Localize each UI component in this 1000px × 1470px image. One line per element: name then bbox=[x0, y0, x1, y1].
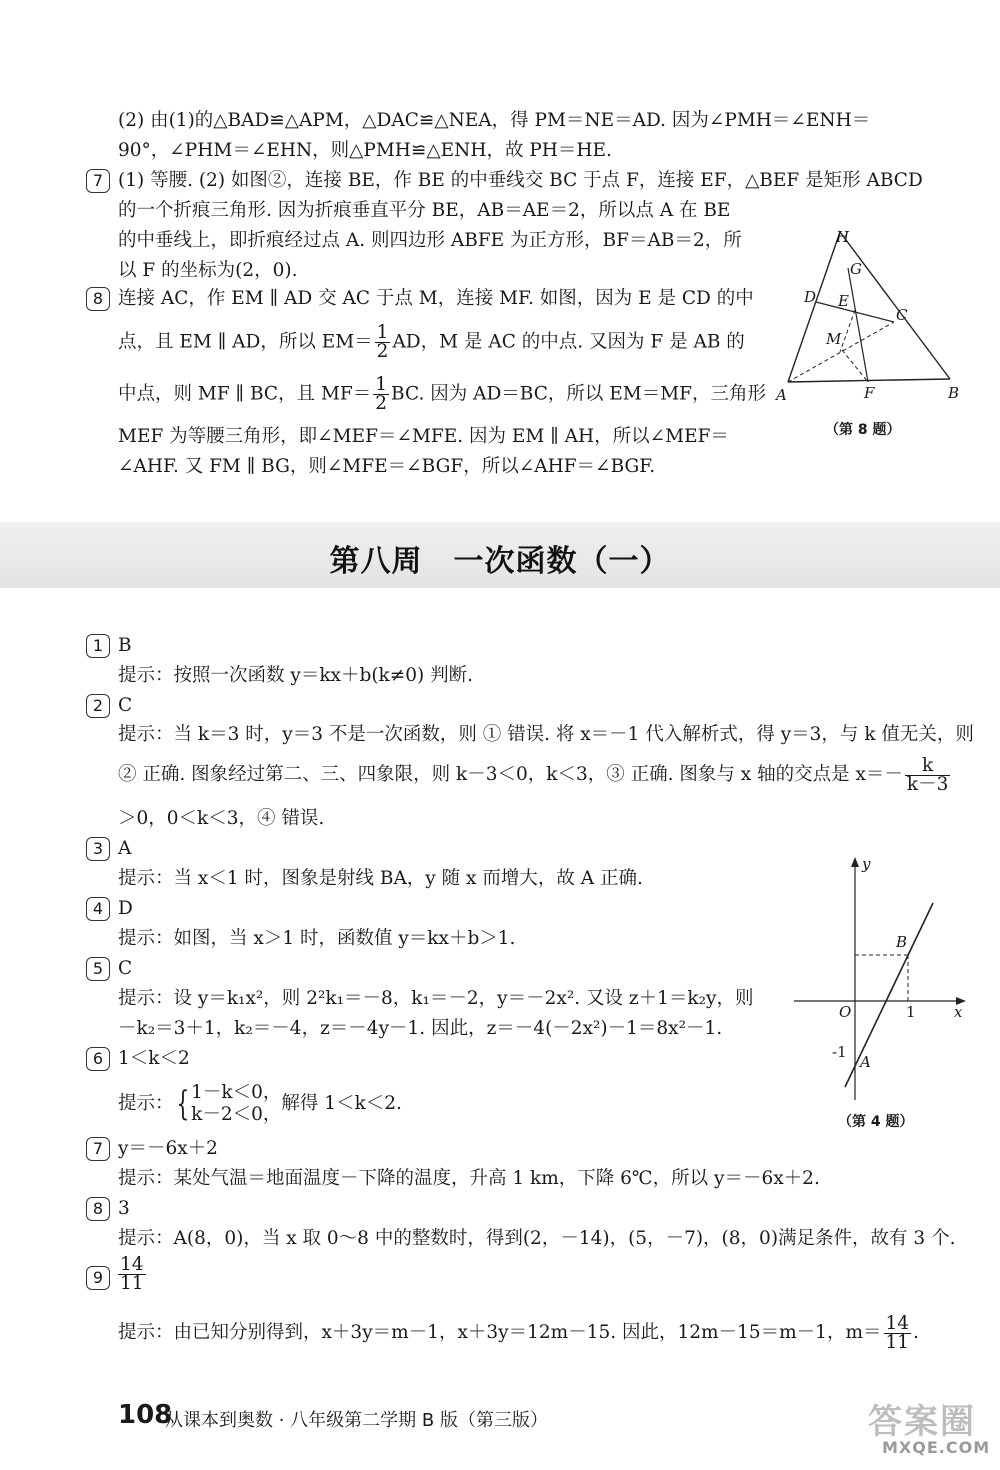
fraction bbox=[884, 1312, 912, 1353]
hint-text: 提示：按照一次函数 y＝kx＋b(k≠0) 判断. bbox=[118, 665, 473, 686]
point-label: A bbox=[860, 1053, 871, 1071]
fraction-denominator: 2 bbox=[376, 341, 389, 362]
answer: C bbox=[118, 958, 133, 979]
vertex-label: F bbox=[864, 384, 875, 402]
vertex-label: M bbox=[826, 330, 842, 348]
answer: y＝－6x＋2 bbox=[118, 1138, 218, 1159]
figure-caption: （第 4 题） bbox=[838, 1114, 914, 1130]
hint-text: 提示：某处气温＝地面温度－下降的温度，升高 1 km，下降 6℃，所以 y＝－6x＋2. bbox=[118, 1168, 820, 1189]
equation-system bbox=[191, 1082, 281, 1126]
function-line bbox=[845, 903, 933, 1087]
vertex-label: C bbox=[896, 306, 908, 324]
vertex-label: B bbox=[948, 384, 960, 402]
answer: 1＜k＜2 bbox=[118, 1048, 190, 1069]
section-title: 第八周 一次函数（一） bbox=[329, 544, 671, 579]
question-number: 2 bbox=[86, 694, 110, 718]
fraction-numerator: k bbox=[905, 757, 950, 776]
fraction-denominator: 11 bbox=[885, 1331, 910, 1353]
hint-text bbox=[118, 756, 952, 794]
fraction-denominator: 2 bbox=[375, 393, 388, 414]
text-segment: 解得 1＜k＜2. bbox=[281, 1093, 402, 1114]
figure-line bbox=[842, 350, 868, 382]
hint-text: －k₂＝3＋1，k₂＝－4，z＝－4y－1. 因此，z＝－4(－2x²)－1＝8x²－1. bbox=[118, 1018, 723, 1039]
text-segment: 中点，则 MF ∥ BC，且 MF＝ bbox=[118, 383, 372, 405]
text-line: (1) 等腰. (2) 如图②，连接 BE，作 BE 的中垂线交 BC 于点 F，连接 EF，△BEF 是矩形 ABCD bbox=[118, 170, 923, 191]
text-line: 连接 AC，作 EM ∥ AD 交 AC 于点 M，连接 MF. 如图，因为 E 是 CD 的中 bbox=[118, 288, 754, 309]
hint-text: 提示：当 x＜1 时，图象是射线 BA，y 随 x 而增大，故 A 正确. bbox=[118, 868, 643, 889]
text-line: (2) 由(1)的△BAD≌△APM，△DAC≌△NEA，得 PM＝NE＝AD. 因为∠PMH＝∠ENH＝ bbox=[118, 110, 871, 131]
text-segment: 提示：由已知分别得到，x＋3y＝m－1，x＋3y＝12m－15. 因此，12m－15＝m－1，m＝ bbox=[118, 1322, 882, 1343]
page-number: 108 bbox=[118, 1400, 173, 1430]
fraction-numerator: 1 bbox=[376, 322, 389, 343]
answer: 3 bbox=[118, 1198, 130, 1219]
text-line: ∠AHF. 又 FM ∥ BG，则∠MFE＝∠BGF，所以∠AHF＝∠BGF. bbox=[118, 456, 656, 477]
text-segment: 点，且 EM ∥ AD，所以 EM＝ bbox=[118, 331, 373, 353]
text-segment: AD，M 是 AC 的中点. 又因为 F 是 AB 的 bbox=[392, 331, 745, 353]
vertex-label: A bbox=[776, 386, 787, 404]
question-number: 5 bbox=[86, 957, 110, 981]
axis-label: x bbox=[954, 1003, 963, 1021]
vertex-label: G bbox=[850, 260, 862, 278]
text-segment: . bbox=[913, 1322, 919, 1343]
watermark-logo: 答案圈 bbox=[868, 1402, 976, 1442]
question-number: 6 bbox=[86, 1047, 110, 1071]
answer: A bbox=[118, 838, 132, 859]
text-segment: BC. 因为 AD＝BC，所以 EM＝MF，三角形 bbox=[391, 383, 766, 405]
fraction bbox=[905, 754, 950, 795]
origin-label: O bbox=[839, 1003, 852, 1021]
question-number: 7 bbox=[86, 169, 110, 193]
fraction-denominator: 11 bbox=[120, 1273, 144, 1294]
fraction bbox=[373, 376, 389, 413]
tick-label: 1 bbox=[906, 1003, 916, 1021]
figure-line bbox=[840, 310, 855, 352]
text-line: 以 F 的坐标为(2，0). bbox=[118, 260, 298, 281]
fraction-numerator: 14 bbox=[885, 1312, 910, 1334]
hint-text: 提示：A(8，0)，当 x 取 0～8 中的整数时，得到(2，－14)，(5，－7)，(8，0)满足条件，故有 3 个. bbox=[118, 1228, 956, 1249]
fraction-numerator: 1 bbox=[375, 374, 388, 395]
question-number: 4 bbox=[86, 897, 110, 921]
figure-line bbox=[788, 232, 950, 382]
figure-caption: （第 8 题） bbox=[825, 422, 901, 438]
fraction bbox=[375, 324, 391, 361]
triangle-figure bbox=[770, 222, 970, 412]
hint-text: 提示：设 y＝k₁x²，则 2²k₁＝－8，k₁＝－2，y＝－2x². 又设 z＋1＝k₂y，则 bbox=[118, 988, 754, 1009]
brace: { bbox=[175, 1084, 189, 1124]
answer: C bbox=[118, 695, 133, 716]
question-number: 1 bbox=[86, 634, 110, 658]
vertex-label: D bbox=[804, 288, 817, 306]
text-line: 90°，∠PHM＝∠EHN，则△PMH≌△ENH，故 PH＝HE. bbox=[118, 140, 612, 161]
hint-text: ＞0，0＜k＜3，④ 错误. bbox=[118, 808, 325, 829]
tick-label: -1 bbox=[832, 1043, 847, 1061]
text-line: 的一个折痕三角形. 因为折痕垂直平分 BE，AB＝AE＝2，所以点 A 在 BE bbox=[118, 200, 731, 221]
text-segment: ② 正确. 图象经过第二、三、四象限，则 k－3＜0，k＜3，③ 正确. 图象与 x 轴的交点是 x＝－ bbox=[118, 764, 903, 785]
figure-line bbox=[848, 268, 868, 382]
question-number: 9 bbox=[86, 1266, 110, 1290]
text-line: 的中垂线上，即折痕经过点 A. 则四边形 ABFE 为正方形，BF＝AB＝2，所 bbox=[118, 230, 742, 251]
fraction-numerator: 14 bbox=[120, 1254, 144, 1275]
text-line bbox=[118, 324, 745, 361]
figure-line bbox=[788, 379, 950, 382]
point-label: B bbox=[896, 933, 908, 951]
hint-text bbox=[118, 1314, 919, 1352]
answer: B bbox=[118, 635, 132, 656]
axis-label: y bbox=[862, 855, 871, 873]
watermark bbox=[860, 1390, 991, 1460]
hint-text: 提示：如图，当 x＞1 时，函数值 y＝kx＋b＞1. bbox=[118, 928, 516, 949]
fraction-denominator: k－3 bbox=[906, 773, 949, 795]
vertex-label: E bbox=[838, 292, 849, 310]
book-title: 从课本到奥数 · 八年级第二学期 B 版（第三版） bbox=[165, 1410, 548, 1431]
watermark-url: MXQE.COM bbox=[882, 1438, 991, 1457]
text-line bbox=[118, 376, 766, 413]
system-row: k－2＜0， bbox=[191, 1104, 282, 1125]
hint-text bbox=[118, 1082, 402, 1126]
text-segment: 提示： bbox=[118, 1093, 174, 1114]
function-graph bbox=[790, 855, 970, 1105]
question-number: 7 bbox=[86, 1137, 110, 1161]
question-number: 8 bbox=[86, 287, 110, 311]
arrow-icon bbox=[851, 857, 859, 867]
text-line: MEF 为等腰三角形，即∠MEF＝∠MFE. 因为 EM ∥ AH，所以∠MEF＝ bbox=[118, 426, 729, 447]
vertex-label: H bbox=[836, 228, 850, 246]
question-number: 3 bbox=[86, 837, 110, 861]
fraction bbox=[118, 1256, 146, 1293]
answer: D bbox=[118, 898, 133, 919]
answer bbox=[118, 1256, 148, 1293]
hint-text: 提示：当 k＝3 时，y＝3 不是一次函数，则 ① 错误. 将 x＝－1 代入解析式，得 y＝3，与 k 值无关，则 bbox=[118, 724, 974, 745]
question-number: 8 bbox=[86, 1197, 110, 1221]
system-row: 1－k＜0， bbox=[191, 1082, 282, 1103]
